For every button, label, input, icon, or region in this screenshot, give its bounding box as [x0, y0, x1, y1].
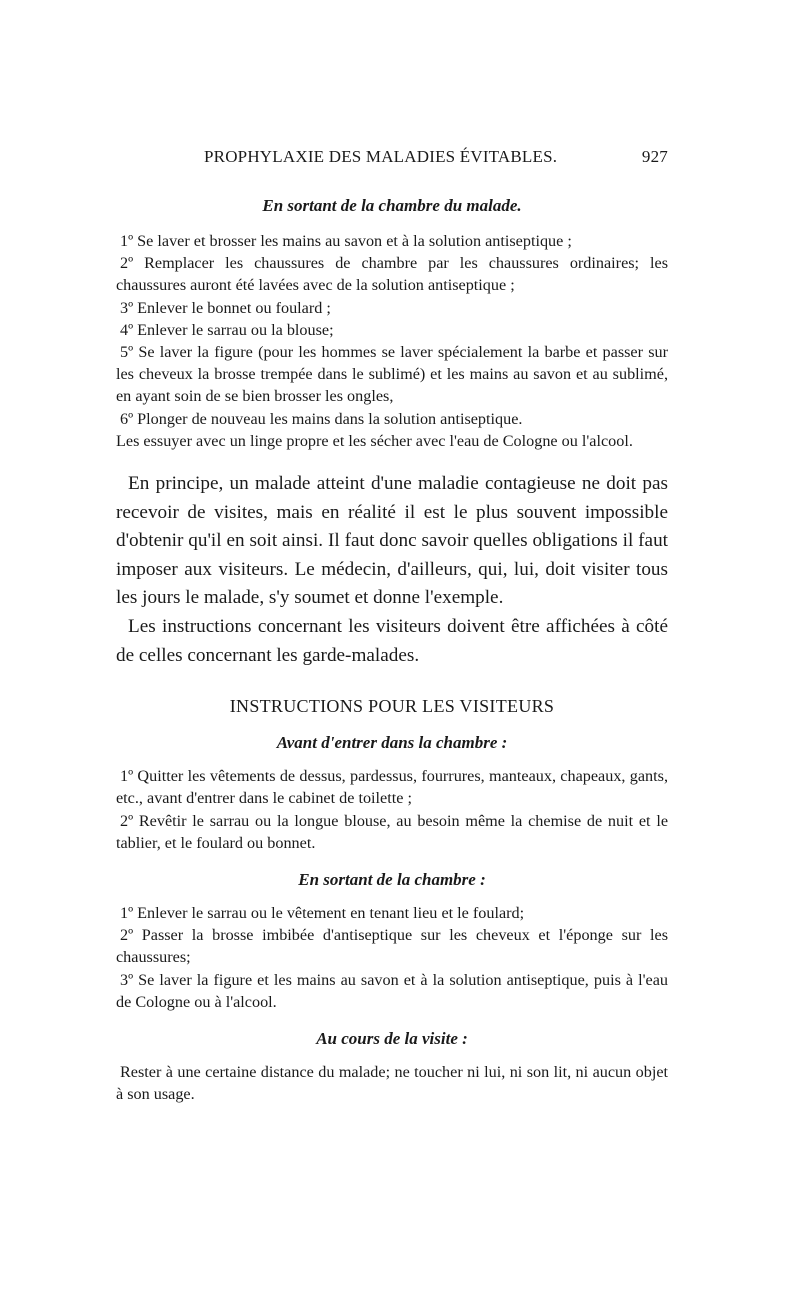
page-number: 927	[641, 147, 668, 166]
list-item: 2º Revêtir le sarrau ou la longue blouse, au besoin même la chemise de nuit et le tablier, et le foulard ou bonnet.	[116, 811, 668, 852]
page-body	[116, 196, 668, 1105]
list-item: 3º Se laver la figure et les mains au savon et à la solution antiseptique, puis à l'eau de Cologne ou à l'alcool.	[116, 970, 668, 1011]
during-heading: Au cours de la visite :	[316, 1029, 468, 1049]
section-title: INSTRUCTIONS POUR LES VISITEURS	[229, 696, 555, 717]
running-title: PROPHYLAXIE DES MALADIES ÉVITABLES.	[204, 147, 558, 166]
list-item: 4º Enlever le sarrau ou la blouse;	[120, 320, 334, 339]
list-item: 2º Remplacer les chaussures de chambre par les chaussures ordinaires; les chaussures auront été lavées avec de la solution antiseptique ;	[116, 254, 668, 295]
exit-room-list	[116, 230, 668, 452]
paragraph: Les instructions concernant les visiteurs doivent être affichées à côté de celles concernant les garde-malades.	[116, 616, 668, 666]
body-text	[116, 470, 668, 670]
list-item: 3º Enlever le bonnet ou foulard ;	[120, 298, 331, 317]
paragraph: En principe, un malade atteint d'une maladie contagieuse ne doit pas recevoir de visites, mais en réalité il est le plus souvent impossible d'obtenir qu'il en soit ainsi. Il faut donc savoir quelles obligations il faut imposer aux visiteurs. Le médecin, d'ailleurs, qui, lui, doit visiter tous les jours le malade, s'y soumet et donne l'exemple.	[116, 473, 668, 609]
list-item: 2º Passer la brosse imbibée d'antiseptique sur les cheveux et l'éponge sur les chaussures;	[116, 926, 668, 967]
list-item: 1º Enlever le sarrau ou le vêtement en tenant lieu et le foulard;	[120, 904, 525, 922]
before-heading: Avant d'entrer dans la chambre :	[276, 733, 508, 753]
list-item: 5º Se laver la figure (pour les hommes se laver spécialement la barbe et passer sur les cheveux la brosse trempée dans le sublimé) et les mains au savon et au sublimé, en ayant soin de se bien brosser les ongles,	[116, 343, 668, 406]
during-text-block	[116, 1061, 668, 1105]
list-item: 1º Quitter les vêtements de dessus, pardessus, fourrures, manteaux, chapeaux, gants, etc., avant d'entrer dans le cabinet de toilette ;	[116, 767, 668, 808]
leaving-heading: En sortant de la chambre :	[298, 870, 486, 889]
paragraph: Rester à une certaine distance du malade; ne toucher ni lui, ni son lit, ni aucun objet à son usage.	[116, 1063, 668, 1104]
before-list	[116, 765, 668, 854]
list-item: 6º Plonger de nouveau les mains dans la solution antiseptique.	[120, 409, 523, 428]
leaving-list	[116, 902, 668, 1013]
list-item: Les essuyer avec un linge propre et les sécher avec l'eau de Cologne ou l'alcool.	[116, 431, 633, 450]
list-item: 1º Se laver et brosser les mains au savon et à la solution antiseptique ;	[120, 232, 572, 250]
exit-room-heading: En sortant de la chambre du malade.	[262, 196, 522, 215]
